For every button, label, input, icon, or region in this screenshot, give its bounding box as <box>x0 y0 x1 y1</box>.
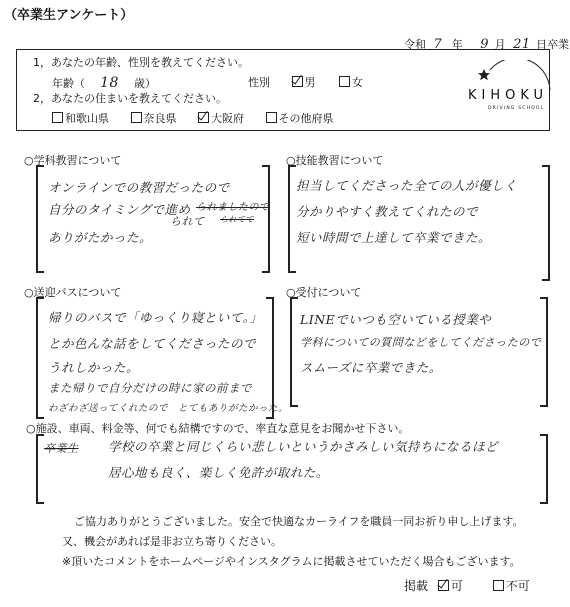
date-day-value: 21 <box>513 37 531 52</box>
other-label: その他府県 <box>278 112 334 125</box>
consent-row <box>404 580 530 592</box>
pref-option-other[interactable] <box>266 112 334 125</box>
reception-section-label: ○受付について <box>286 286 362 299</box>
reception-line-2: 学科についての質問などをしてくださったので <box>300 336 542 349</box>
facility-bracket-right <box>540 434 548 504</box>
consent-yes-checkbox[interactable] <box>438 580 449 591</box>
bus-line-3: うれしかった。 <box>48 360 140 375</box>
academic-struck-1: られましたので <box>196 202 270 213</box>
pref-option-wakayama[interactable] <box>52 112 109 125</box>
bus-bracket-left <box>36 297 44 419</box>
reception-line-1: LINEでいつも空いている授業や <box>300 312 492 327</box>
age-label: 年齢（ <box>52 77 85 90</box>
technical-bracket-right <box>542 165 550 281</box>
academic-struck-2: られてて <box>220 215 254 224</box>
academic-line-3: ありがたかった。 <box>48 230 153 245</box>
pref-option-osaka[interactable] <box>198 112 244 125</box>
footer-notice: ※頂いたコメントをホームページやインスタグラムに掲載させていただく場合もございます。 <box>62 555 521 568</box>
academic-insert: られて <box>170 215 205 228</box>
female-label: 女 <box>352 76 363 89</box>
date-month-unit: 月 <box>494 38 506 51</box>
nara-checkbox[interactable] <box>131 112 142 123</box>
academic-line-2: 自分のタイミングで進め <box>48 202 191 217</box>
male-label: 男 <box>304 76 316 89</box>
facility-line-1: 学校の卒業と同じくらい悲しいというかさみしい気持ちになるほど <box>108 439 499 454</box>
wakayama-checkbox[interactable] <box>52 112 63 123</box>
logo-sub: DRIVING SCHOOL <box>488 106 545 111</box>
consent-option-no[interactable] <box>493 579 530 593</box>
academic-line-1: オンラインでの教習だったので <box>48 180 230 195</box>
gender-option-male[interactable] <box>292 76 316 89</box>
female-checkbox[interactable] <box>339 76 350 87</box>
bus-line-1: 帰りのバスで「ゆっくり寝といて。」 <box>48 310 263 325</box>
consent-yes-label: 可 <box>450 579 463 593</box>
gender-option-female[interactable] <box>339 76 363 89</box>
date-month-value: 9 <box>480 37 490 52</box>
nara-label: 奈良県 <box>143 112 177 125</box>
technical-line-1: 担当してくださった全ての人が優しく <box>296 178 518 193</box>
age-value[interactable]: 18 <box>100 75 119 91</box>
date-day-unit: 日卒業 <box>536 38 570 51</box>
date-era: 令和 <box>404 38 426 51</box>
reception-bracket-right <box>540 297 548 407</box>
facility-struck: 卒業生 <box>44 442 79 455</box>
pref-option-nara[interactable] <box>131 112 177 125</box>
reception-bracket-left <box>290 297 298 407</box>
facility-section-label: ○施設、車両、料金等、何でも結構ですので、率直な意見をお聞かせ下さい。 <box>26 422 410 435</box>
q2-label: 2，あなたの住まいを教えてください。 <box>33 92 227 105</box>
facility-line-2: 居心地も良く、楽しく免許が取れた。 <box>108 465 329 480</box>
kihoku-logo <box>462 60 552 120</box>
reception-line-3: スムーズに卒業できた。 <box>300 360 442 375</box>
consent-label: 掲載 <box>404 579 429 593</box>
academic-bracket-left <box>36 165 44 273</box>
consent-option-yes[interactable] <box>438 579 463 593</box>
osaka-label: 大阪府 <box>211 112 244 125</box>
facility-bracket-left <box>36 434 44 504</box>
bus-line-2: とか色んな話をしてくださったので <box>48 336 257 351</box>
bus-section-label: ○送迎バスについて <box>24 286 122 299</box>
q1-age-row <box>52 76 156 90</box>
gender-label: 性別 <box>248 76 270 89</box>
male-checkbox[interactable] <box>292 76 303 87</box>
technical-bracket-left <box>288 165 296 273</box>
consent-no-label: 不可 <box>505 579 530 593</box>
q1-gender-row <box>248 76 363 88</box>
academic-section-label: ○学科教習について <box>24 154 122 167</box>
technical-line-3: 短い時間で上達して卒業できた。 <box>296 230 492 245</box>
footer-visit: 又、機会があれば是非お立ち寄りください。 <box>62 535 282 548</box>
bus-line-5: わざわざ送ってくれたので とてもありがたかった。 <box>48 403 289 414</box>
age-unit: 歳） <box>134 77 156 90</box>
consent-no-checkbox[interactable] <box>493 580 504 591</box>
academic-bracket-right <box>262 165 270 273</box>
technical-section-label: ○技能教習について <box>286 154 384 167</box>
other-checkbox[interactable] <box>266 112 277 123</box>
osaka-checkbox[interactable] <box>198 112 209 123</box>
q1-label: 1，あなたの年齢、性別を教えてください。 <box>33 56 249 69</box>
bus-line-4: また帰りで自分だけの時に家の前まで <box>48 381 252 395</box>
date-year-value: 7 <box>433 37 443 52</box>
wakayama-label: 和歌山県 <box>65 112 109 125</box>
q2-options-row <box>52 112 334 124</box>
logo-name: KIHOKU <box>468 88 549 103</box>
technical-line-2: 分かりやすく教えてくれたので <box>296 204 479 219</box>
footer-thanks: ご協力ありがとうございました。安全で快適なカーライフを職員一同お祈り申し上げます。 <box>74 515 524 528</box>
date-year-unit: 年 <box>451 38 463 51</box>
page-title: （卒業生アンケート） <box>4 8 134 23</box>
